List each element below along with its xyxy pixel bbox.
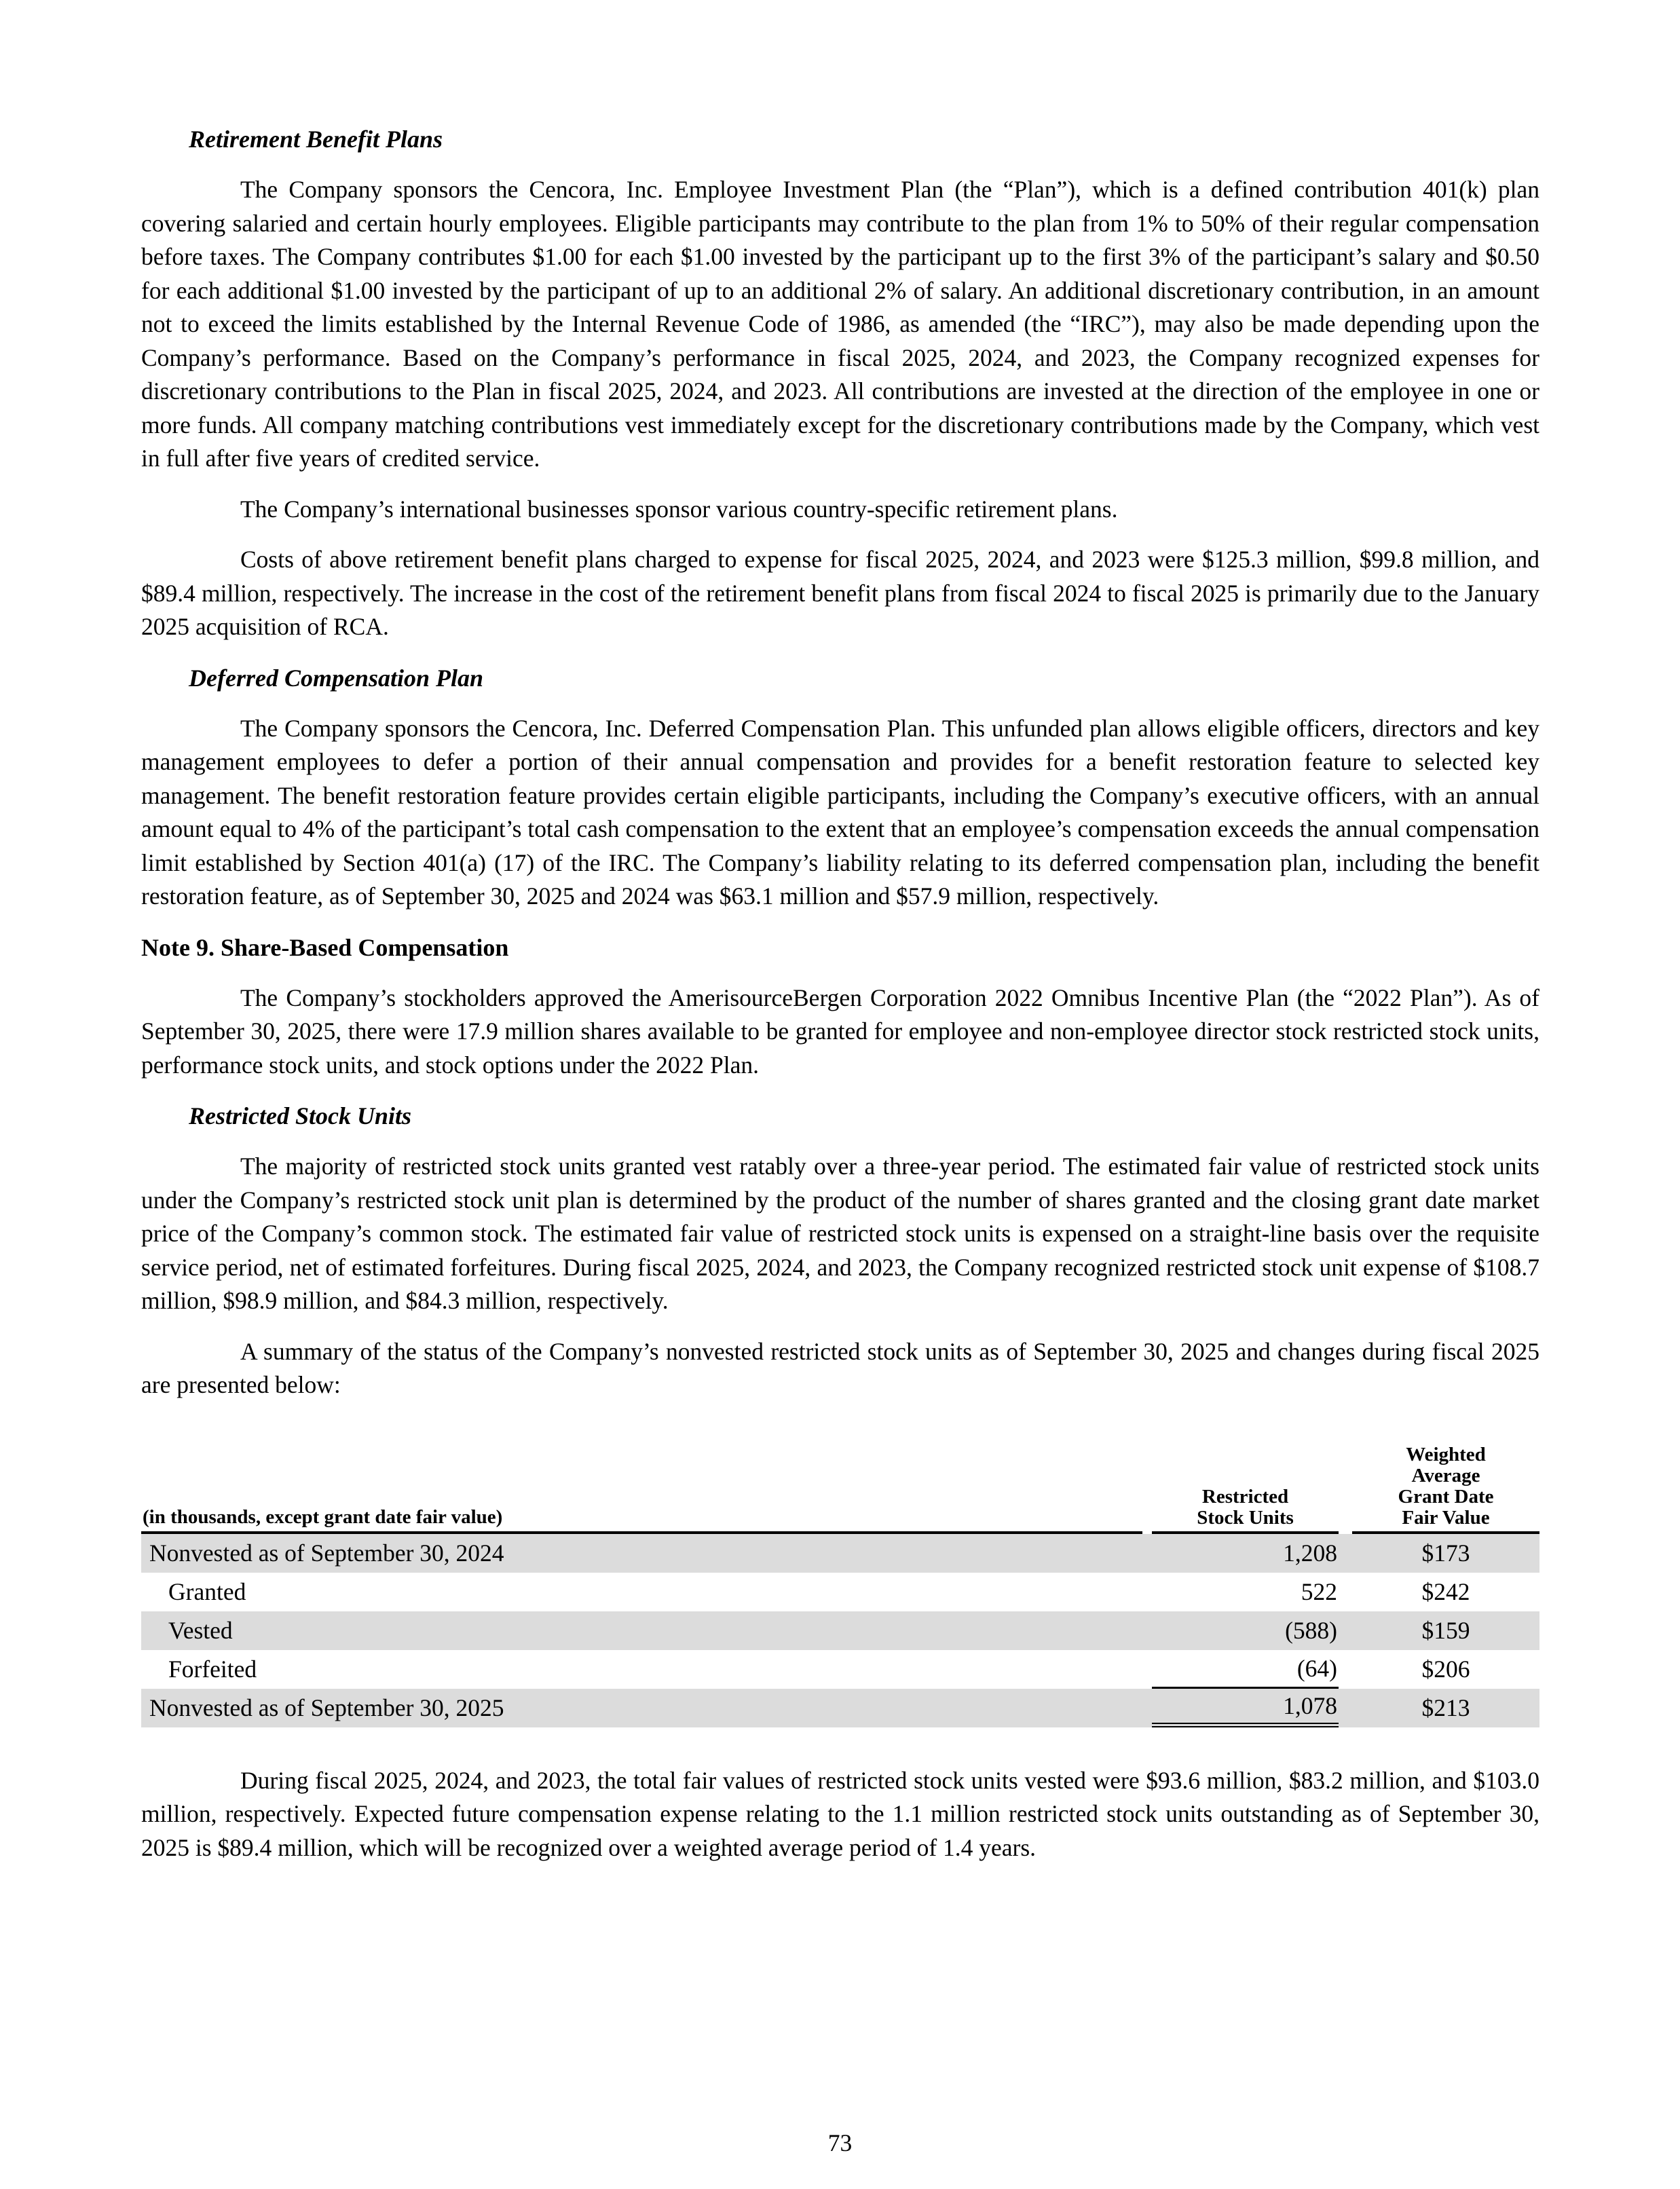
table-row (141, 1611, 1539, 1650)
retirement-paragraph-3: Costs of above retirement benefit plans charged to expense for fiscal 2025, 2024, and 2023 were $125.3 million, $99.8 million, and $89.4 million, respectively. The increase in the cost of the retirement benefit plans from fiscal 2024 to fiscal 2025 is primarily due to the January 2025 acquisition of RCA. (141, 546, 1539, 640)
table-header-units (1152, 1486, 1339, 1534)
header-fv-line4: Fair Value (1402, 1506, 1490, 1529)
retirement-heading: Retirement Benefit Plans (189, 126, 443, 153)
deferred-heading: Deferred Compensation Plan (189, 664, 484, 692)
row-units: 1,208 (1283, 1539, 1337, 1567)
note9-paragraph-1: The Company’s stockholders approved the AmerisourceBergen Corporation 2022 Omnibus Incentive Plan (the “2022 Plan”). As of September 30, 2025, there were 17.9 million shares available to be granted for employee and non-employee director stock restricted stock units, performance stock units, and stock options under the 2022 Plan. (141, 984, 1539, 1079)
row-fair-value: $159 (1421, 1617, 1470, 1644)
deferred-paragraph-1: The Company sponsors the Cencora, Inc. Deferred Compensation Plan. This unfunded plan allows eligible officers, directors and key management employees to defer a portion of their annual compensation and provides for a benefit restoration feature to selected key management. The benefit restoration feature provides certain eligible participants, including the Company’s executive officers, with an annual amount equal to 4% of the participant’s total cash compensation to the extent that an employee’s compensation exceeds the annual compensation limit established by Section 401(a) (17) of the IRC. The Company’s liability relating to its deferred compensation plan, including the benefit restoration feature, as of September 30, 2025 and 2024 was $63.1 million and $57.9 million, respectively. (141, 714, 1539, 910)
rsu-table (141, 1432, 1539, 1727)
row-label: Vested (168, 1617, 233, 1644)
table-header-label: (in thousands, except grant date fair value) (141, 1506, 1142, 1534)
header-units-line1: Restricted (1201, 1485, 1289, 1508)
row-label: Granted (168, 1578, 246, 1605)
row-units: 1,078 (1152, 1689, 1339, 1727)
header-fv-line1: Weighted (1406, 1443, 1486, 1465)
row-fair-value: $213 (1421, 1694, 1470, 1721)
rsu-heading: Restricted Stock Units (189, 1102, 412, 1129)
row-units: 522 (1301, 1578, 1337, 1605)
header-fv-line2: Average (1411, 1464, 1480, 1486)
row-fair-value: $173 (1421, 1539, 1470, 1567)
row-units: (64) (1152, 1650, 1339, 1689)
row-fair-value: $242 (1421, 1578, 1470, 1605)
header-units-line2: Stock Units (1197, 1506, 1294, 1529)
header-fv-line3: Grant Date (1398, 1485, 1494, 1508)
document-page (141, 122, 1539, 1882)
row-label: Forfeited (168, 1655, 257, 1683)
row-label: Nonvested as of September 30, 2024 (149, 1539, 504, 1567)
row-fair-value: $206 (1421, 1655, 1470, 1683)
table-row (141, 1689, 1539, 1727)
table-row (141, 1534, 1539, 1573)
retirement-paragraph-1: The Company sponsors the Cencora, Inc. Employee Investment Plan (the “Plan”), which is a defined contribution 401(k) plan covering salaried and certain hourly employees. Eligible participants may contribute to the plan from 1% to 50% of their regular compensation before taxes. The Company contributes $1.00 for each $1.00 invested by the participant up to the first 3% of the participant’s salary and $0.50 for each additional $1.00 invested by the participant of up to an additional 2% of salary. An additional discretionary contribution, in an amount not to exceed the limits established by the Internal Revenue Code of 1986, as amended (the “IRC”), may also be made depending upon the Company’s performance. Based on the Company’s performance in fiscal 2025, 2024, and 2023, the Company recognized expenses for discretionary contributions to the Plan in fiscal 2025, 2024, and 2023. All contributions are invested at the direction of the employee in one or more funds. All company matching contributions vest immediately except for the discretionary contributions made by the Company, which vest in full after five years of credited service. (141, 176, 1539, 472)
rsu-paragraph-1: The majority of restricted stock units granted vest ratably over a three-year period. The estimated fair value of restricted stock units under the Company’s restricted stock unit plan is determined by the product of the number of shares granted and the closing grant date market price of the Company’s common stock. The estimated fair value of restricted stock units is expensed on a straight-line basis over the requisite service period, net of estimated forfeitures. During fiscal 2025, 2024, and 2023, the Company recognized restricted stock unit expense of $108.7 million, $98.9 million, and $84.3 million, respectively. (141, 1153, 1539, 1314)
table-header (141, 1432, 1539, 1534)
table-row (141, 1650, 1539, 1689)
rsu-paragraph-3: During fiscal 2025, 2024, and 2023, the total fair values of restricted stock units vested were $93.6 million, $83.2 million, and $103.0 million, respectively. Expected future compensation expense relating to the 1.1 million restricted stock units outstanding as of September 30, 2025 is $89.4 million, which will be recognized over a weighted average period of 1.4 years. (141, 1766, 1539, 1861)
row-units: (588) (1285, 1617, 1337, 1644)
row-label: Nonvested as of September 30, 2025 (149, 1694, 504, 1721)
page-number: 73 (827, 2129, 853, 2156)
rsu-paragraph-2: A summary of the status of the Company’s nonvested restricted stock units as of September 30, 2025 and changes during fiscal 2025 are presented below: (141, 1337, 1539, 1398)
retirement-paragraph-2: The Company’s international businesses sponsor various country-specific retirement plans. (240, 495, 1118, 523)
table-header-fair-value (1352, 1444, 1539, 1534)
table-row (141, 1573, 1539, 1611)
note9-heading: Note 9. Share-Based Compensation (141, 933, 509, 961)
